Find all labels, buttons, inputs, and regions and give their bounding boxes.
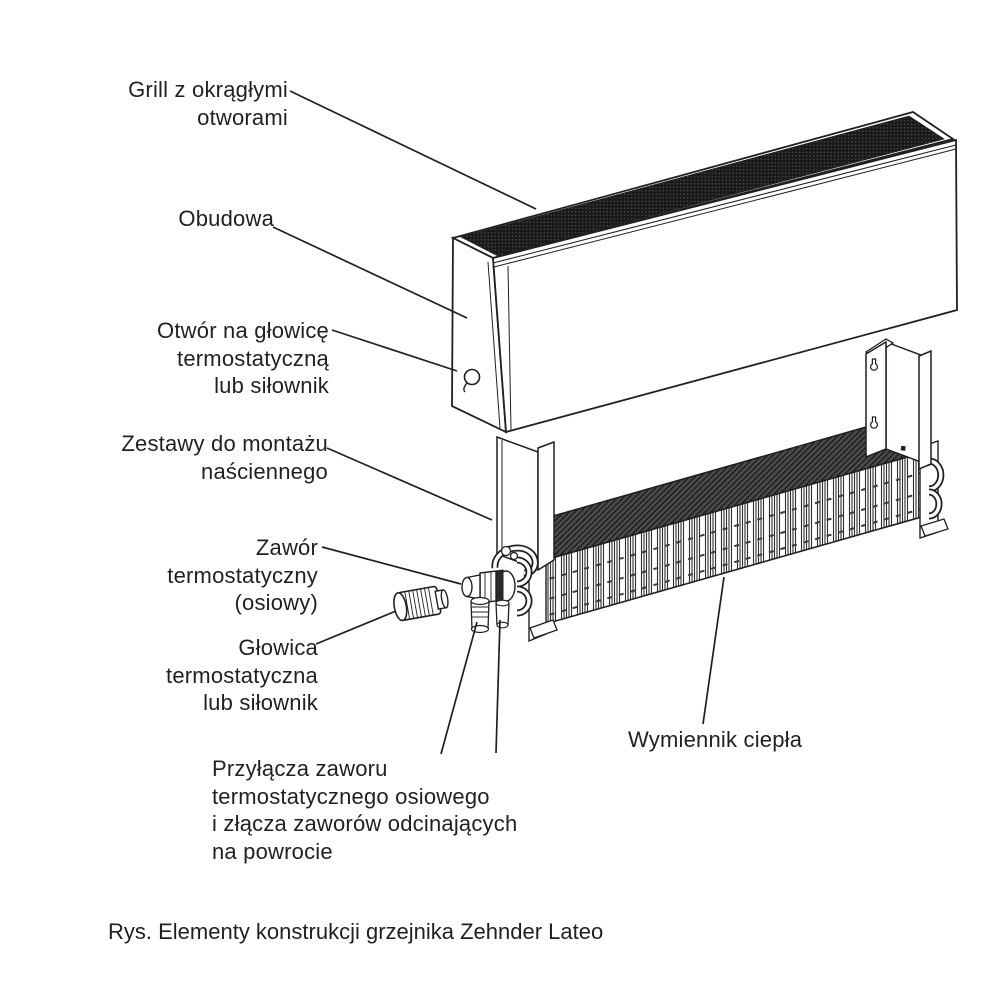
label-line: na powrocie — [212, 838, 333, 864]
label-wymiennik — [628, 726, 802, 754]
label-line: termostatyczną — [177, 345, 329, 371]
bracket-slot — [901, 446, 906, 451]
label-line: otworami — [197, 104, 288, 130]
leader-glowica — [316, 611, 396, 644]
valve-assembly — [462, 547, 535, 633]
wall-bracket-right — [866, 339, 931, 469]
leader-grill — [290, 91, 536, 209]
label-przylacza — [212, 755, 517, 865]
label-line: naściennego — [201, 458, 328, 484]
thermostatic-head — [392, 585, 450, 622]
label-line: (osiowy) — [234, 590, 318, 615]
label-line: Otwór na głowicę — [157, 318, 329, 343]
label-zestawy — [121, 430, 328, 485]
leader-zawor — [322, 547, 461, 584]
leader-obudowa — [273, 227, 467, 318]
figure-caption: Rys. Elementy konstrukcji grzejnika Zehnder Lateo — [108, 919, 604, 944]
label-line: termostatyczny — [167, 562, 318, 588]
leader-przylacza-2 — [496, 620, 500, 753]
leader-otwor — [332, 330, 457, 371]
label-line: lub siłownik — [203, 690, 318, 715]
label-line: Wymiennik ciepła — [628, 727, 803, 752]
label-line: termostatycznego osiowego — [212, 783, 490, 809]
label-otwor — [157, 317, 329, 400]
leader-wymiennik — [703, 577, 724, 724]
label-line: lub siłownik — [214, 373, 329, 398]
label-glowica — [166, 634, 318, 717]
valve-dark-ring — [496, 570, 503, 601]
label-line: termostatyczna — [166, 662, 318, 688]
valve-connection-stub-b — [496, 600, 509, 628]
label-line: Głowica — [238, 635, 318, 660]
thermostat-opening — [465, 370, 480, 385]
valve-top-fitting — [502, 547, 511, 556]
label-zawor — [167, 534, 318, 617]
label-line: Zestawy do montażu — [121, 431, 328, 456]
label-obudowa — [178, 205, 274, 233]
label-line: Przyłącza zaworu — [212, 756, 388, 781]
leader-zestawy — [327, 448, 492, 520]
valve-spindle — [462, 578, 472, 597]
label-line: Grill z okrągłymi — [128, 77, 288, 102]
bracket-right-flange — [919, 351, 931, 469]
bracket-left-flange — [538, 442, 554, 570]
label-line: i złącza zaworów odcinających — [212, 811, 518, 836]
leader-przylacza-1 — [441, 622, 477, 754]
label-line: Zawór — [255, 535, 318, 560]
valve-connection-stub-a — [471, 598, 489, 633]
label-grill — [128, 76, 288, 131]
valve-top-fitting-2 — [511, 553, 518, 560]
label-line: Obudowa — [178, 206, 274, 231]
